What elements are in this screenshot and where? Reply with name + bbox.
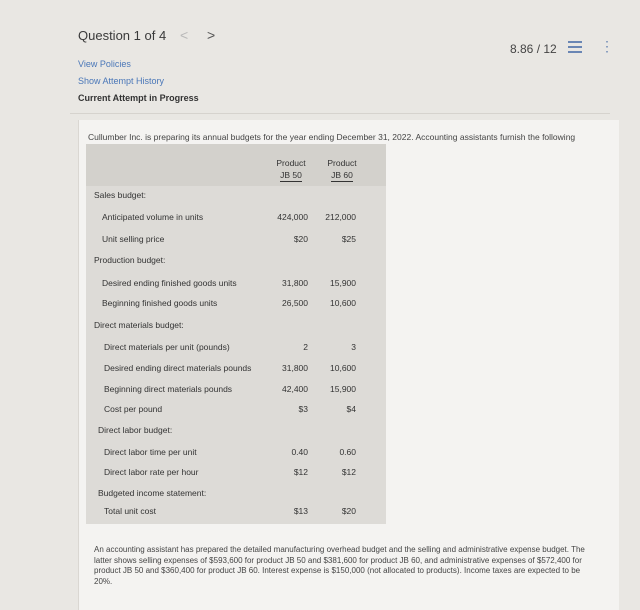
row-value-jb60: 0.60 [339,447,356,457]
row-label: Direct labor time per unit [104,447,197,457]
table-row [0,342,640,356]
row-value-jb50: 26,500 [282,298,308,308]
row-label: Sales budget: [94,190,146,200]
question-list-icon[interactable] [568,41,582,53]
row-value-jb60: 15,900 [330,384,356,394]
divider [70,113,610,114]
row-value-jb50: 2 [303,342,308,352]
score-display: 8.86 / 12 [510,42,557,56]
column-header-jb50-line1: Product [276,158,306,168]
table-row [0,447,640,461]
table-row [0,298,640,312]
table-row [0,488,640,502]
row-label: Budgeted income statement: [98,488,207,498]
table-row [0,425,640,439]
row-value-jb50: $12 [293,467,308,477]
question-footnote: An accounting assistant has prepared the detailed manufacturing overhead budget and the selling and administrative expense budget. The latter shows selling expenses of $593,600 for product JB 50 and $381,600 for product JB 60, and administrative expenses of $572,400 for product JB 50 and $360,400 for product JB 60. Interest expense is $150,000 (not allocated to products). Income taxes are expected to be 20%. [94,545,585,586]
column-header-jb60 [319,157,365,182]
row-value-jb60: 15,900 [330,278,356,288]
row-value-jb50: $13 [293,506,308,516]
question-title: Question 1 of 4 [78,28,167,43]
table-row [0,404,640,418]
column-header-jb50 [268,157,314,182]
row-label: Production budget: [94,255,166,265]
row-value-jb60: $25 [341,234,356,244]
row-label: Direct materials per unit (pounds) [104,342,230,352]
show-attempt-history-link[interactable]: Show Attempt History [78,76,165,86]
row-value-jb60: $4 [346,404,356,414]
table-row [0,384,640,398]
row-label: Cost per pound [104,404,163,414]
row-value-jb60: 10,600 [330,298,356,308]
row-label: Direct materials budget: [94,320,184,330]
row-value-jb60: 3 [351,342,356,352]
row-value-jb60: $20 [341,506,356,516]
table-row [0,467,640,481]
question-intro: Cullumber Inc. is preparing its annual budgets for the year ending December 31, 2022. Accounting assistants furnish the following [88,132,576,142]
current-attempt-label: Current Attempt in Progress [78,93,199,103]
row-value-jb50: 31,800 [282,363,308,373]
table-row [0,363,640,377]
row-label: Total unit cost [104,506,156,516]
row-label: Direct labor budget: [98,425,173,435]
row-label: Beginning direct materials pounds [104,384,233,394]
row-label: Anticipated volume in units [102,212,204,222]
previous-question-button[interactable]: < [180,27,189,43]
row-value-jb50: 42,400 [282,384,308,394]
column-header-jb60-line1: Product [327,158,357,168]
row-value-jb60: $12 [341,467,356,477]
row-value-jb50: $20 [293,234,308,244]
row-value-jb50: 0.40 [291,447,308,457]
row-value-jb50: 31,800 [282,278,308,288]
view-policies-link[interactable]: View Policies [78,59,131,69]
table-row [0,320,640,334]
row-label: Direct labor rate per hour [104,467,199,477]
table-row [0,234,640,248]
row-value-jb50: $3 [298,404,308,414]
row-label: Desired ending direct materials pounds [104,363,252,373]
column-header-jb60-line2: JB 60 [331,170,353,180]
row-value-jb60: 10,600 [330,363,356,373]
column-header-jb50-line2: JB 50 [280,170,302,180]
table-row [0,255,640,269]
row-label: Desired ending finished goods units [102,278,237,288]
question-header [0,0,640,56]
row-label: Unit selling price [102,234,165,244]
row-value-jb60: 212,000 [325,212,356,222]
table-row [0,278,640,292]
row-value-jb50: 424,000 [277,212,308,222]
table-row [0,190,640,204]
row-label: Beginning finished goods units [102,298,218,308]
attempt-links [78,56,199,107]
table-row [0,212,640,226]
more-options-icon[interactable]: ⋮ [600,38,614,54]
next-question-button[interactable]: > [207,27,216,43]
table-row [0,506,640,520]
